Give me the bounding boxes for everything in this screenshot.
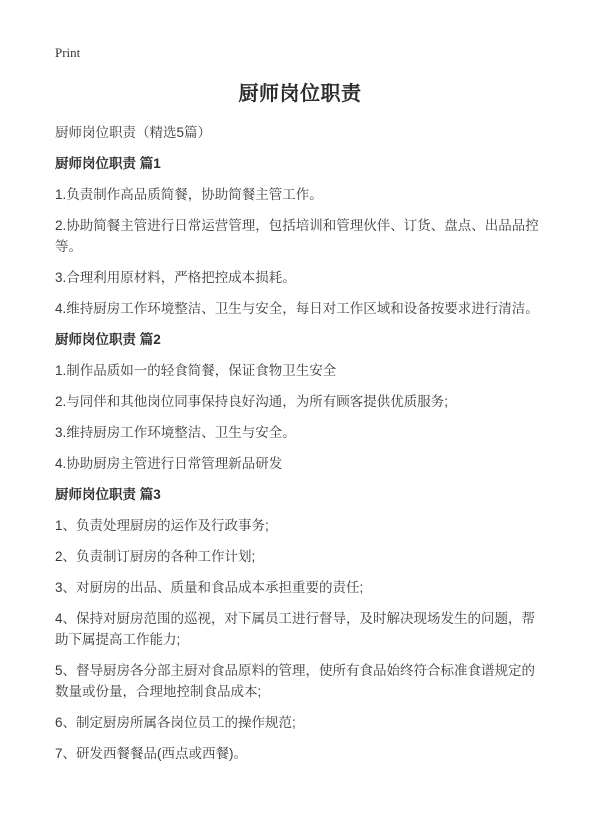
job-duty-paragraph: 4.维持厨房工作环境整洁、卫生与安全，每日对工作区域和设备按要求进行清洁。 — [55, 301, 539, 316]
job-duty-paragraph: 1.制作品质如一的轻食简餐，保证食物卫生安全 — [55, 363, 337, 378]
job-duty-paragraph: 3.维持厨房工作环境整洁、卫生与安全。 — [55, 425, 296, 440]
job-duty-paragraph: 1.负责制作高品质简餐，协助简餐主管工作。 — [55, 187, 323, 202]
job-duty-paragraph: 4、保持对厨房范围的巡视，对下属员工进行督导，及时解决现场发生的问题，帮助下属提高工作能力; — [55, 611, 536, 647]
job-duty-paragraph: 6、制定厨房所属各岗位员工的操作规范; — [55, 715, 296, 730]
job-duty-paragraph: 3.合理利用原材料，严格把控成本损耗。 — [55, 270, 296, 285]
job-duty-paragraph: 1、负责处理厨房的运作及行政事务; — [55, 518, 269, 533]
page-title: 厨师岗位职责 — [238, 83, 362, 105]
section-heading: 厨师岗位职责 篇2 — [55, 332, 161, 347]
job-duty-paragraph: 4.协助厨房主管进行日常管理新品研发 — [55, 456, 283, 471]
section-heading: 厨师岗位职责 篇3 — [55, 487, 161, 502]
job-duty-paragraph: 5、督导厨房各分部主厨对食品原料的管理，使所有食品始终符合标准食谱规定的数量或份量，合理地控制食品成本; — [55, 663, 536, 699]
job-duty-paragraph: 2.与同伴和其他岗位同事保持良好沟通，为所有顾客提供优质服务; — [55, 394, 449, 409]
job-duty-paragraph: 2.协助简餐主管进行日常运营管理，包括培训和管理伙伴、订货、盘点、出品品控等。 — [55, 218, 539, 254]
job-duty-paragraph: 7、研发西餐餐品(西点或西餐)。 — [55, 746, 247, 761]
job-duty-paragraph: 2、负责制订厨房的各种工作计划; — [55, 549, 256, 564]
print-link[interactable]: Print — [55, 45, 81, 60]
document-subtitle: 厨师岗位职责（精选5篇） — [55, 125, 212, 140]
document-body — [55, 153, 545, 764]
section-heading: 厨师岗位职责 篇1 — [55, 156, 161, 171]
job-duty-paragraph: 3、对厨房的出品、质量和食品成本承担重要的责任; — [55, 580, 364, 595]
